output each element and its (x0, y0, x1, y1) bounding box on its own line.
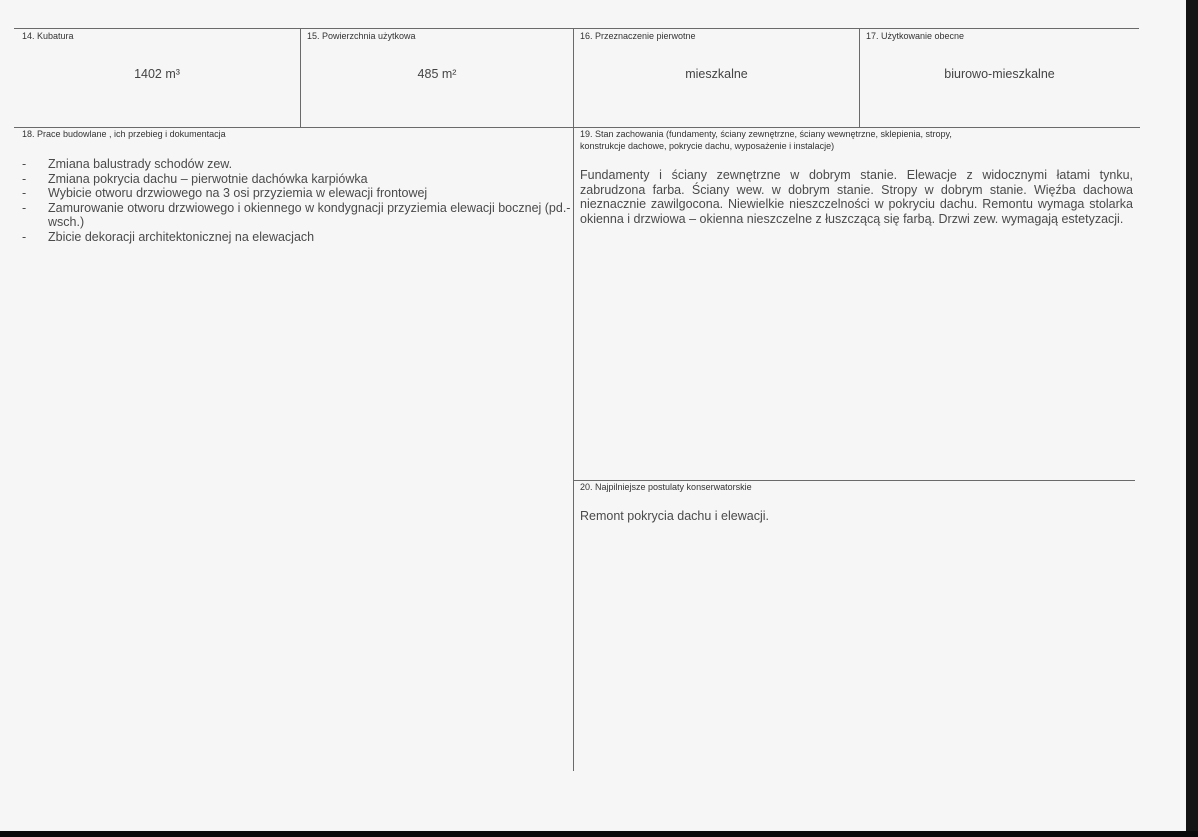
stan-text: Fundamenty i ściany zewnętrzne w dobrym stanie. Elewacje z widocznymi łatami tynku, zabrudzona farba. Ściany wew. w dobrym stanie. Stropy w dobrym stanie. Więźba dachowa nieznacznie zawilgocona. Niewielkie nieszczelności w pokryciu dachu. Remontu wymaga stolarka okienna i drzwiowa – okienna nieszczelne z łuszczącą się farbą. Drzwi zew. wymagają estetyzacji. (580, 168, 1133, 226)
list-item (22, 201, 574, 230)
list-item (22, 186, 574, 201)
przeznaczenie-label: 16. Przeznaczenie pierwotne (580, 31, 696, 41)
row1-bottom-rule (14, 127, 1140, 128)
list-dash: - (22, 186, 27, 200)
kubatura-value: 1402 m³ (134, 67, 180, 81)
list-item-text: Wybicie otworu drzwiowego na 3 osi przyziemia w elewacji frontowej (48, 186, 428, 200)
postulaty-label: 20. Najpilniejsze postulaty konserwatorskie (580, 482, 752, 492)
postulaty-text: Remont pokrycia dachu i elewacji. (580, 509, 769, 523)
prace-label: 18. Prace budowlane , ich przebieg i dokumentacja (22, 129, 226, 139)
stan-label-line1: 19. Stan zachowania (fundamenty, ściany zewnętrzne, ściany wewnętrzne, sklepienia, stropy, (580, 129, 952, 139)
uzytkowanie-value: biurowo-mieszkalne (944, 67, 1055, 81)
scan-edge-bottom (0, 831, 1198, 837)
uzytkowanie-label: 17. Użytkowanie obecne (866, 31, 965, 41)
list-item-text: Zmiana balustrady schodów zew. (48, 157, 233, 171)
list-dash: - (22, 229, 27, 244)
divider-15-16 (573, 28, 574, 771)
stan-label-line2: konstrukcje dachowe, pokrycie dachu, wyposażenie i instalacje) (580, 141, 835, 151)
list-item (22, 157, 574, 172)
powierzchnia-value: 485 m² (417, 67, 457, 81)
list-dash: - (22, 200, 27, 215)
postulaty-top-rule (574, 480, 1135, 481)
list-item-text: Zmiana pokrycia dachu – pierwotnie dachówka karpiówka (48, 171, 368, 186)
top-rule (14, 28, 1139, 29)
list-item (22, 230, 574, 245)
list-dash: - (22, 171, 27, 186)
list-item-text: Zbicie dekoracji architektonicznej na elewacjach (48, 229, 315, 244)
list-dash: - (22, 157, 27, 171)
list-item-text: Zamurowanie otworu drzwiowego i okiennego w kondygnacji przyziemia elewacji bocznej (pd.-wsch.) (48, 200, 571, 229)
list-item (22, 172, 574, 187)
prace-list (22, 157, 574, 244)
powierzchnia-label: 15. Powierzchnia użytkowa (307, 31, 416, 41)
scan-edge-right (1186, 0, 1198, 837)
przeznaczenie-value: mieszkalne (685, 67, 748, 81)
kubatura-label: 14. Kubatura (22, 31, 74, 41)
